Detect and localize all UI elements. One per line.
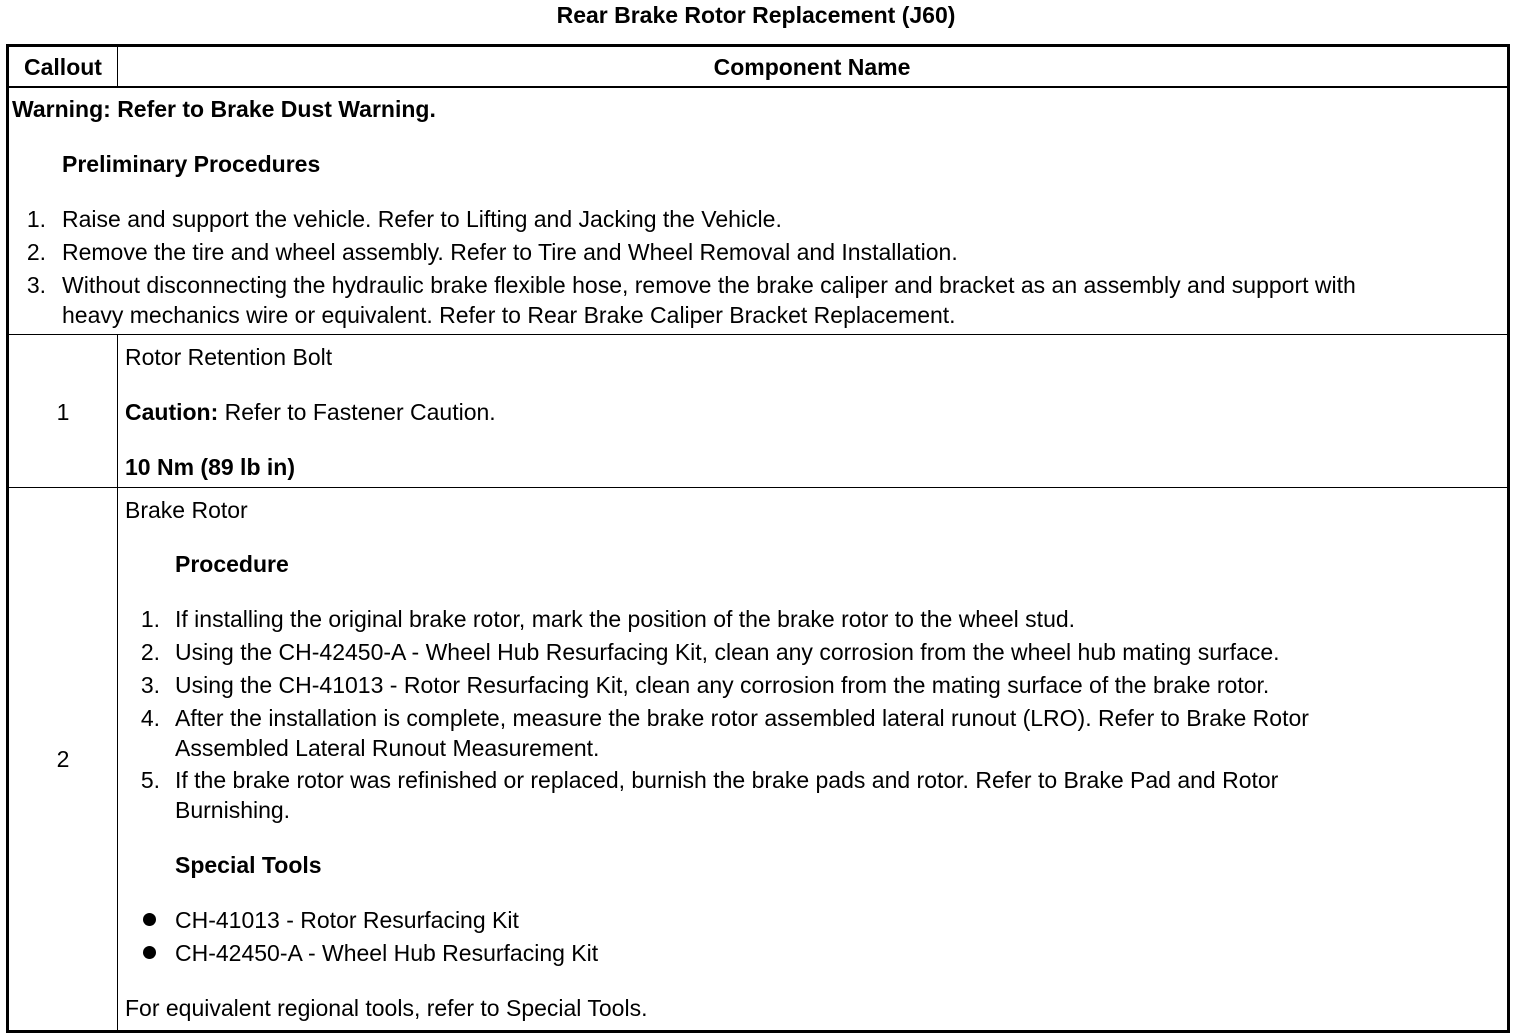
component-name: Brake Rotor [125, 497, 248, 523]
step-text-continued: Burnishing. [175, 797, 291, 823]
regional-tools-note: For equivalent regional tools, refer to Special Tools. [125, 995, 648, 1021]
step-text: If installing the original brake rotor, mark the position of the brake rotor to the wheel stud. [175, 606, 1076, 632]
step-text: Using the CH-42450-A - Wheel Hub Resurfacing Kit, clean any corrosion from the wheel hub mating surface. [175, 639, 1280, 665]
component-name: Rotor Retention Bolt [125, 344, 333, 370]
special-tools-heading: Special Tools [175, 852, 322, 878]
caution-label: Caution: [125, 399, 219, 425]
column-divider [117, 334, 118, 1030]
step-text: If the brake rotor was refinished or replaced, burnish the brake pads and rotor. Refer to Brake Pad and Rotor [175, 767, 1279, 793]
tool-item: CH-41013 - Rotor Resurfacing Kit [175, 907, 519, 933]
procedure-table [6, 44, 1510, 1033]
bullet-icon [143, 913, 156, 926]
header-divider [6, 86, 1510, 88]
header-callout: Callout [24, 54, 102, 80]
warning-note [12, 94, 436, 124]
preliminary-heading: Preliminary Procedures [62, 151, 321, 177]
page-title: Rear Brake Rotor Replacement (J60) [556, 2, 956, 28]
step-number: 3. [26, 272, 46, 298]
row-divider [6, 487, 1510, 488]
step-number: 1. [26, 206, 46, 232]
bullet-icon [143, 946, 156, 959]
step-text: Without disconnecting the hydraulic brake flexible hose, remove the brake caliper and bracket as an assembly and support with [62, 272, 1356, 298]
row-divider [6, 334, 1510, 335]
step-text-continued: heavy mechanics wire or equivalent. Refer to Rear Brake Caliper Bracket Replacement. [62, 302, 956, 328]
step-text-continued: Assembled Lateral Runout Measurement. [175, 735, 600, 761]
callout-number: 2 [56, 746, 70, 772]
header-component-name: Component Name [713, 54, 911, 80]
step-text: Using the CH-41013 - Rotor Resurfacing Kit, clean any corrosion from the mating surface of the brake rotor. [175, 672, 1270, 698]
step-number: 3. [140, 672, 160, 698]
step-text: After the installation is complete, measure the brake rotor assembled lateral runout (LRO). Refer to Brake Rotor [175, 705, 1309, 731]
step-number: 4. [140, 705, 160, 731]
step-number: 2. [26, 239, 46, 265]
procedure-heading: Procedure [175, 551, 289, 577]
torque-spec: 10 Nm (89 lb in) [125, 454, 295, 480]
step-number: 5. [140, 767, 160, 793]
caution-note [125, 397, 496, 427]
warning-text: Refer to Brake Dust Warning. [117, 96, 436, 122]
caution-text: Refer to Fastener Caution. [224, 399, 496, 425]
warning-label: Warning: [12, 96, 111, 122]
callout-number: 1 [56, 399, 70, 425]
step-number: 2. [140, 639, 160, 665]
step-number: 1. [140, 606, 160, 632]
tool-item: CH-42450-A - Wheel Hub Resurfacing Kit [175, 940, 599, 966]
step-text: Raise and support the vehicle. Refer to Lifting and Jacking the Vehicle. [62, 206, 782, 232]
step-text: Remove the tire and wheel assembly. Refer to Tire and Wheel Removal and Installation. [62, 239, 958, 265]
